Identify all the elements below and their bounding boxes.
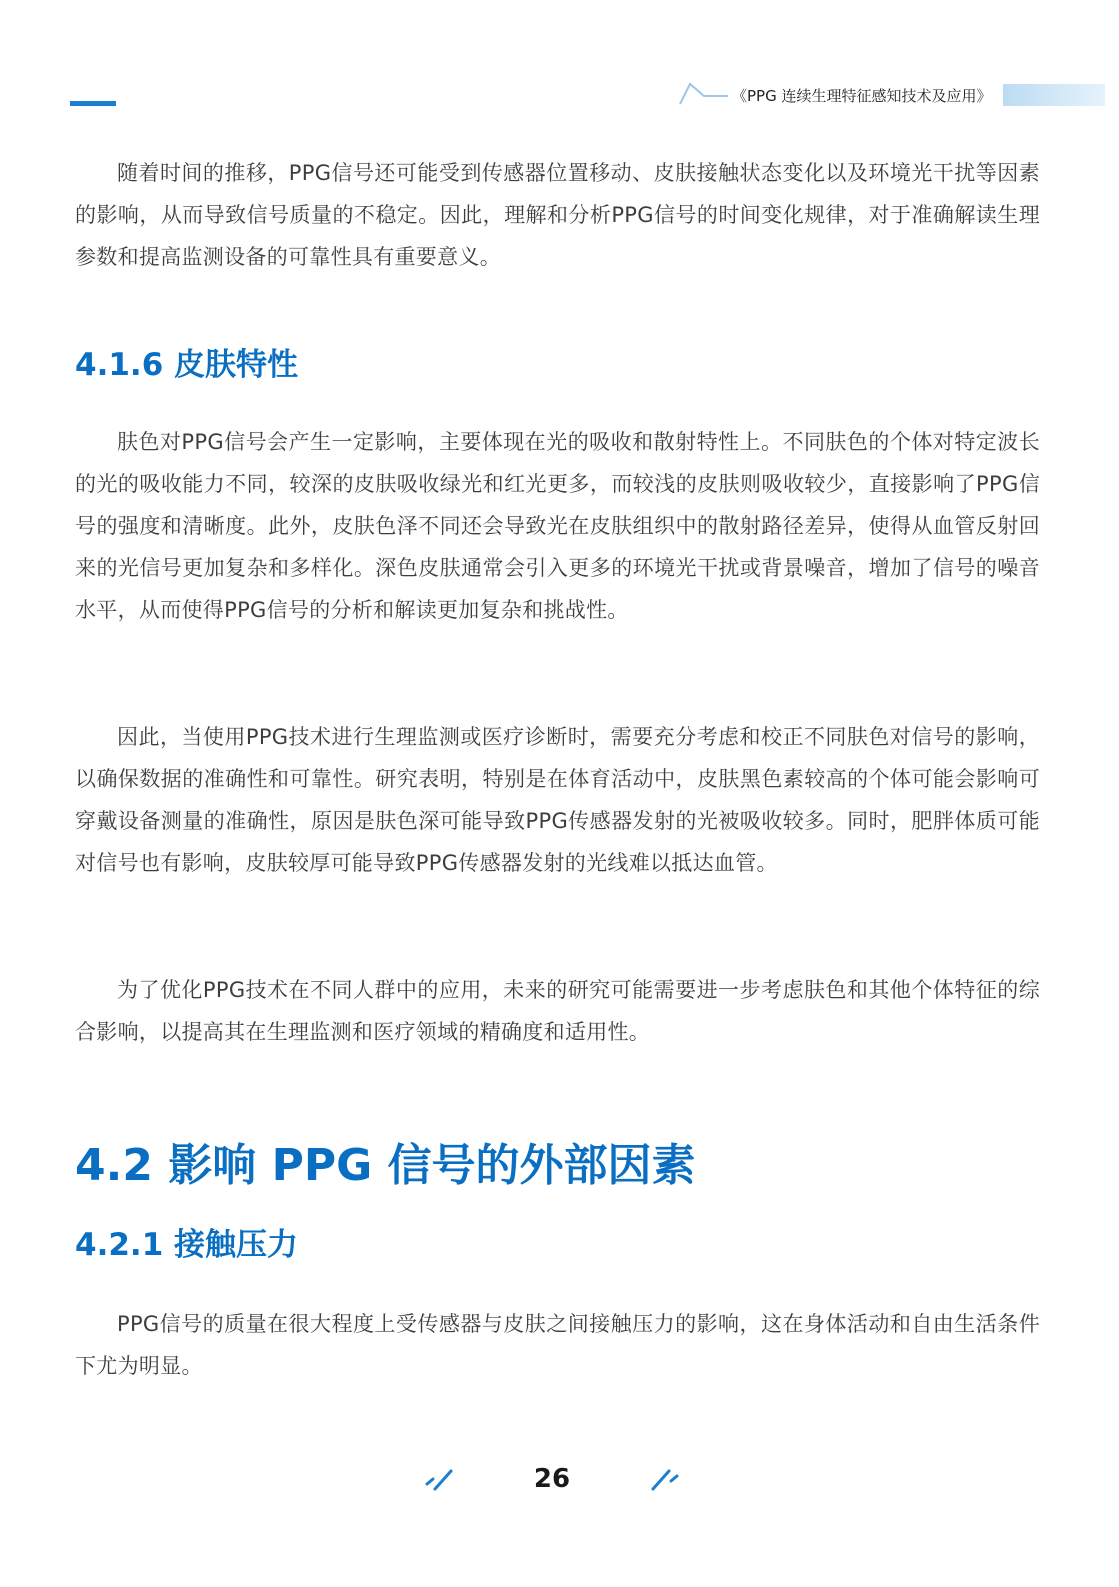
section-4-1-6 [75, 343, 1040, 387]
page-header [0, 0, 1119, 120]
section-heading-4-1-6: 4.1.6 皮肤特性 [75, 347, 299, 383]
intro-paragraph: 随着时间的推移，PPG信号还可能受到传感器位置移动、皮肤接触状态变化以及环境光干扰等因素的影响，从而导致信号质量的不稳定。因此，理解和分析PPG信号的时间变化规律，对于准确解读生理参数和提高监测设备的可靠性具有重要意义。 [75, 161, 1040, 269]
section-4-2-1 [75, 1223, 1040, 1267]
page-number: 26 [533, 1464, 571, 1494]
paragraph-calibration: 因此，当使用PPG技术进行生理监测或医疗诊断时，需要充分考虑和校正不同肤色对信号的影响，以确保数据的准确性和可靠性。研究表明，特别是在体育活动中，皮肤黑色素较高的个体可能会影响可穿戴设备测量的准确性，原因是肤色深可能导致PPG传感器发射的光被吸收较多。同时，肥胖体质可能对信号也有影响，皮肤较厚可能导致PPG传感器发射的光线难以抵达血管。 [75, 725, 1040, 875]
section-heading-4-2: 4.2 影响 PPG 信号的外部因素 [75, 1140, 696, 1191]
section-4-2 [75, 1136, 1040, 1196]
left-slash-decoration-icon [424, 1468, 456, 1492]
section-4-1-6-body [75, 421, 1040, 631]
right-slash-decoration-icon [650, 1468, 682, 1492]
paragraph-skin-color: 肤色对PPG信号会产生一定影响，主要体现在光的吸收和散射特性上。不同肤色的个体对特定波长的光的吸收能力不同，较深的皮肤吸收绿光和红光更多，而较浅的皮肤则吸收较少，直接影响了PPG信号的强度和清晰度。此外，皮肤色泽不同还会导致光在皮肤组织中的散射路径差异，使得从血管反射回来的光信号更加复杂和多样化。深色皮肤通常会引入更多的环境光干扰或背景噪音，增加了信号的噪音水平，从而使得PPG信号的分析和解读更加复杂和挑战性。 [75, 430, 1040, 622]
section-4-2-1-body [75, 1303, 1040, 1387]
section-4-1-6-body-2 [75, 716, 1040, 884]
paragraph-optimization: 为了优化PPG技术在不同人群中的应用，未来的研究可能需要进一步考虑肤色和其他个体特征的综合影响，以提高其在生理监测和医疗领域的精确度和适用性。 [75, 978, 1040, 1044]
page-footer [0, 1462, 1119, 1502]
header-title: 《PPG 连续生理特征感知技术及应用》 [732, 87, 992, 105]
section-heading-4-2-1: 4.2.1 接触压力 [75, 1227, 299, 1263]
intro-block [75, 152, 1040, 278]
section-4-1-6-body-3 [75, 969, 1040, 1053]
paragraph-contact-pressure: PPG信号的质量在很大程度上受传感器与皮肤之间接触压力的影响，这在身体活动和自由生活条件下尤为明显。 [75, 1312, 1040, 1378]
